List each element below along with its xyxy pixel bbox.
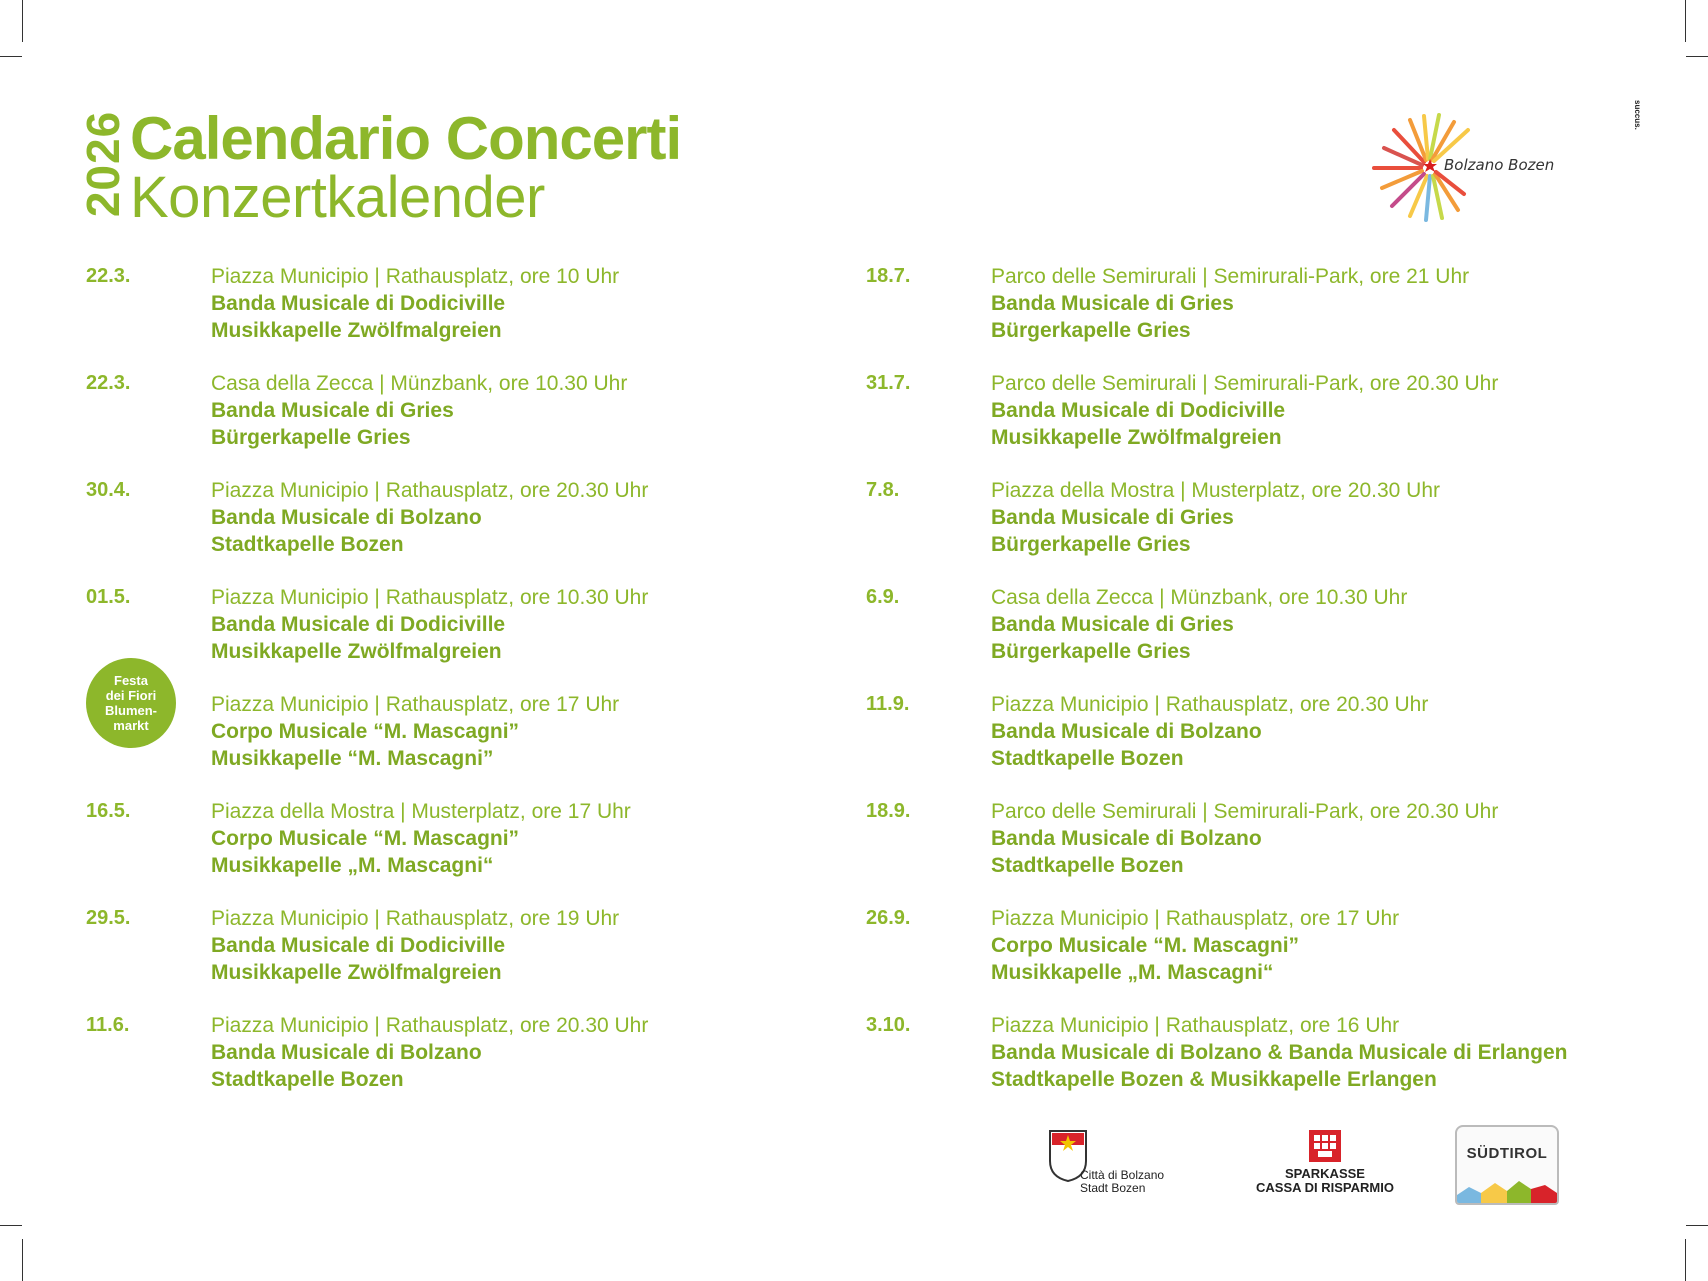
- concert-date: 01.5.: [86, 586, 131, 608]
- crop-mark: [1685, 1239, 1686, 1281]
- concert-venue: Piazza Municipio | Rathausplatz, ore 17 Uhr: [991, 907, 1400, 930]
- band-name-de: Stadtkapelle Bozen & Musikkapelle Erlangen: [991, 1068, 1437, 1091]
- concert-date: 22.3.: [86, 265, 131, 287]
- concert-date: 3.10.: [866, 1014, 911, 1036]
- mountain-stripes-icon: [1457, 1173, 1557, 1203]
- concert-venue: Piazza Municipio | Rathausplatz, ore 10 Uhr: [211, 265, 620, 288]
- concert-venue: Piazza Municipio | Rathausplatz, ore 19 Uhr: [211, 907, 620, 930]
- band-name-it: Banda Musicale di Dodiciville: [211, 613, 506, 636]
- concert-venue: Piazza della Mostra | Musterplatz, ore 17 Uhr: [211, 800, 631, 823]
- band-name-de: Bürgerkapelle Gries: [991, 319, 1191, 342]
- band-name-it: Banda Musicale di Bolzano: [211, 1041, 482, 1064]
- city-sponsor-line: Città di Bolzano: [1080, 1168, 1165, 1182]
- band-name-it: Banda Musicale di Bolzano: [211, 506, 482, 529]
- crop-mark: [22, 1239, 23, 1281]
- band-name-de: Stadtkapelle Bozen: [991, 747, 1184, 770]
- badge-line: markt: [113, 718, 149, 733]
- city-sponsor-logo: [1040, 1127, 1190, 1197]
- band-name-it: Corpo Musicale “M. Mascagni”: [211, 720, 520, 743]
- band-name-it: Corpo Musicale “M. Mascagni”: [211, 827, 520, 850]
- year-label: 2026: [77, 110, 129, 218]
- crop-mark: [1686, 1225, 1708, 1226]
- sudtirol-text: SÜDTIROL: [1466, 1145, 1548, 1162]
- band-name-de: Musikkapelle „M. Mascagni“: [991, 961, 1274, 984]
- concert-date: 16.5.: [86, 800, 131, 822]
- bolzano-bozen-logo: [1364, 110, 1564, 225]
- band-name-it: Banda Musicale di Gries: [991, 506, 1234, 529]
- concert-date: 22.3.: [86, 372, 131, 394]
- bank-sponsor-line: SPARKASSE: [1285, 1166, 1365, 1181]
- concert-date: 30.4.: [86, 479, 131, 501]
- band-name-de: Musikkapelle Zwölfmalgreien: [211, 961, 502, 984]
- badge-line: dei Fiori: [105, 688, 157, 703]
- band-name-it: Banda Musicale di Gries: [991, 613, 1234, 636]
- year-vertical: [77, 108, 129, 220]
- concert-date: 6.9.: [866, 586, 900, 608]
- bank-sponsor-text: [1240, 1167, 1410, 1195]
- concert-venue: Piazza Municipio | Rathausplatz, ore 10.30 Uhr: [211, 586, 649, 609]
- band-name-de: Bürgerkapelle Gries: [991, 533, 1191, 556]
- band-name-it: Banda Musicale di Bolzano: [991, 720, 1262, 743]
- concert-date: 11.6.: [86, 1014, 130, 1036]
- band-name-it: Banda Musicale di Dodiciville: [211, 934, 506, 957]
- concert-date: 18.7.: [866, 265, 911, 287]
- band-name-it: Banda Musicale di Bolzano & Banda Musicale di Erlangen: [991, 1041, 1568, 1064]
- crop-mark: [1685, 0, 1686, 42]
- concert-venue: Parco delle Semirurali | Semirurali-Park, ore 20.30 Uhr: [991, 372, 1499, 395]
- agency-mark: succus.: [1633, 100, 1642, 130]
- band-name-de: Musikkapelle Zwölfmalgreien: [211, 640, 502, 663]
- city-sponsor-line: Stadt Bozen: [1080, 1181, 1146, 1195]
- concert-date: 11.9.: [866, 693, 910, 715]
- concert-venue: Piazza Municipio | Rathausplatz, ore 20.30 Uhr: [211, 479, 649, 502]
- concert-venue: Piazza Municipio | Rathausplatz, ore 20.30 Uhr: [991, 693, 1429, 716]
- bank-emblem-icon: [1308, 1129, 1342, 1163]
- concert-venue: Parco delle Semirurali | Semirurali-Park, ore 20.30 Uhr: [991, 800, 1499, 823]
- concert-date: 26.9.: [866, 907, 911, 929]
- band-name-it: Banda Musicale di Dodiciville: [211, 292, 506, 315]
- band-name-it: Banda Musicale di Gries: [991, 292, 1234, 315]
- band-name-it: Banda Musicale di Bolzano: [991, 827, 1262, 850]
- band-name-de: Musikkapelle “M. Mascagni”: [211, 747, 494, 770]
- title-german: Konzertkalender: [130, 165, 545, 230]
- band-name-de: Stadtkapelle Bozen: [211, 1068, 404, 1091]
- concert-date: 7.8.: [866, 479, 900, 501]
- flower-market-badge: [86, 658, 176, 748]
- concert-venue: Piazza Municipio | Rathausplatz, ore 17 Uhr: [211, 693, 620, 716]
- concert-date: 31.7.: [866, 372, 911, 394]
- band-name-de: Bürgerkapelle Gries: [211, 426, 411, 449]
- concert-venue: Casa della Zecca | Münzbank, ore 10.30 Uhr: [211, 372, 628, 395]
- bank-sponsor-line: CASSA DI RISPARMIO: [1256, 1180, 1394, 1195]
- concert-venue: Piazza Municipio | Rathausplatz, ore 20.30 Uhr: [211, 1014, 649, 1037]
- concert-date: 18.9.: [866, 800, 911, 822]
- bank-sponsor-logo: [1240, 1125, 1410, 1200]
- city-sponsor-text: [1080, 1169, 1164, 1195]
- band-name-it: Banda Musicale di Dodiciville: [991, 399, 1286, 422]
- sponsor-logos: [1040, 1125, 1600, 1205]
- crop-mark: [0, 1225, 22, 1226]
- concert-venue: Piazza Municipio | Rathausplatz, ore 16 Uhr: [991, 1014, 1400, 1037]
- concert-venue: Casa della Zecca | Münzbank, ore 10.30 Uhr: [991, 586, 1408, 609]
- band-name-de: Musikkapelle Zwölfmalgreien: [991, 426, 1282, 449]
- badge-line: Festa: [114, 673, 148, 688]
- concert-venue: Parco delle Semirurali | Semirurali-Park, ore 21 Uhr: [991, 265, 1470, 288]
- title-italian: Calendario Concerti: [130, 105, 682, 172]
- city-logo-text: Bolzano Bozen: [1444, 156, 1555, 174]
- sudtirol-logo: [1455, 1125, 1559, 1205]
- crop-mark: [22, 0, 23, 42]
- band-name-de: Stadtkapelle Bozen: [211, 533, 404, 556]
- crop-mark: [0, 56, 22, 57]
- badge-line: Blumen-: [105, 703, 157, 718]
- concert-date: 29.5.: [86, 907, 131, 929]
- band-name-de: Musikkapelle Zwölfmalgreien: [211, 319, 502, 342]
- page-header: [77, 105, 784, 230]
- band-name-it: Banda Musicale di Gries: [211, 399, 454, 422]
- band-name-de: Musikkapelle „M. Mascagni“: [211, 854, 494, 877]
- band-name-it: Corpo Musicale “M. Mascagni”: [991, 934, 1300, 957]
- band-name-de: Stadtkapelle Bozen: [991, 854, 1184, 877]
- crop-mark: [1686, 56, 1708, 57]
- concert-venue: Piazza della Mostra | Musterplatz, ore 20.30 Uhr: [991, 479, 1440, 502]
- band-name-de: Bürgerkapelle Gries: [991, 640, 1191, 663]
